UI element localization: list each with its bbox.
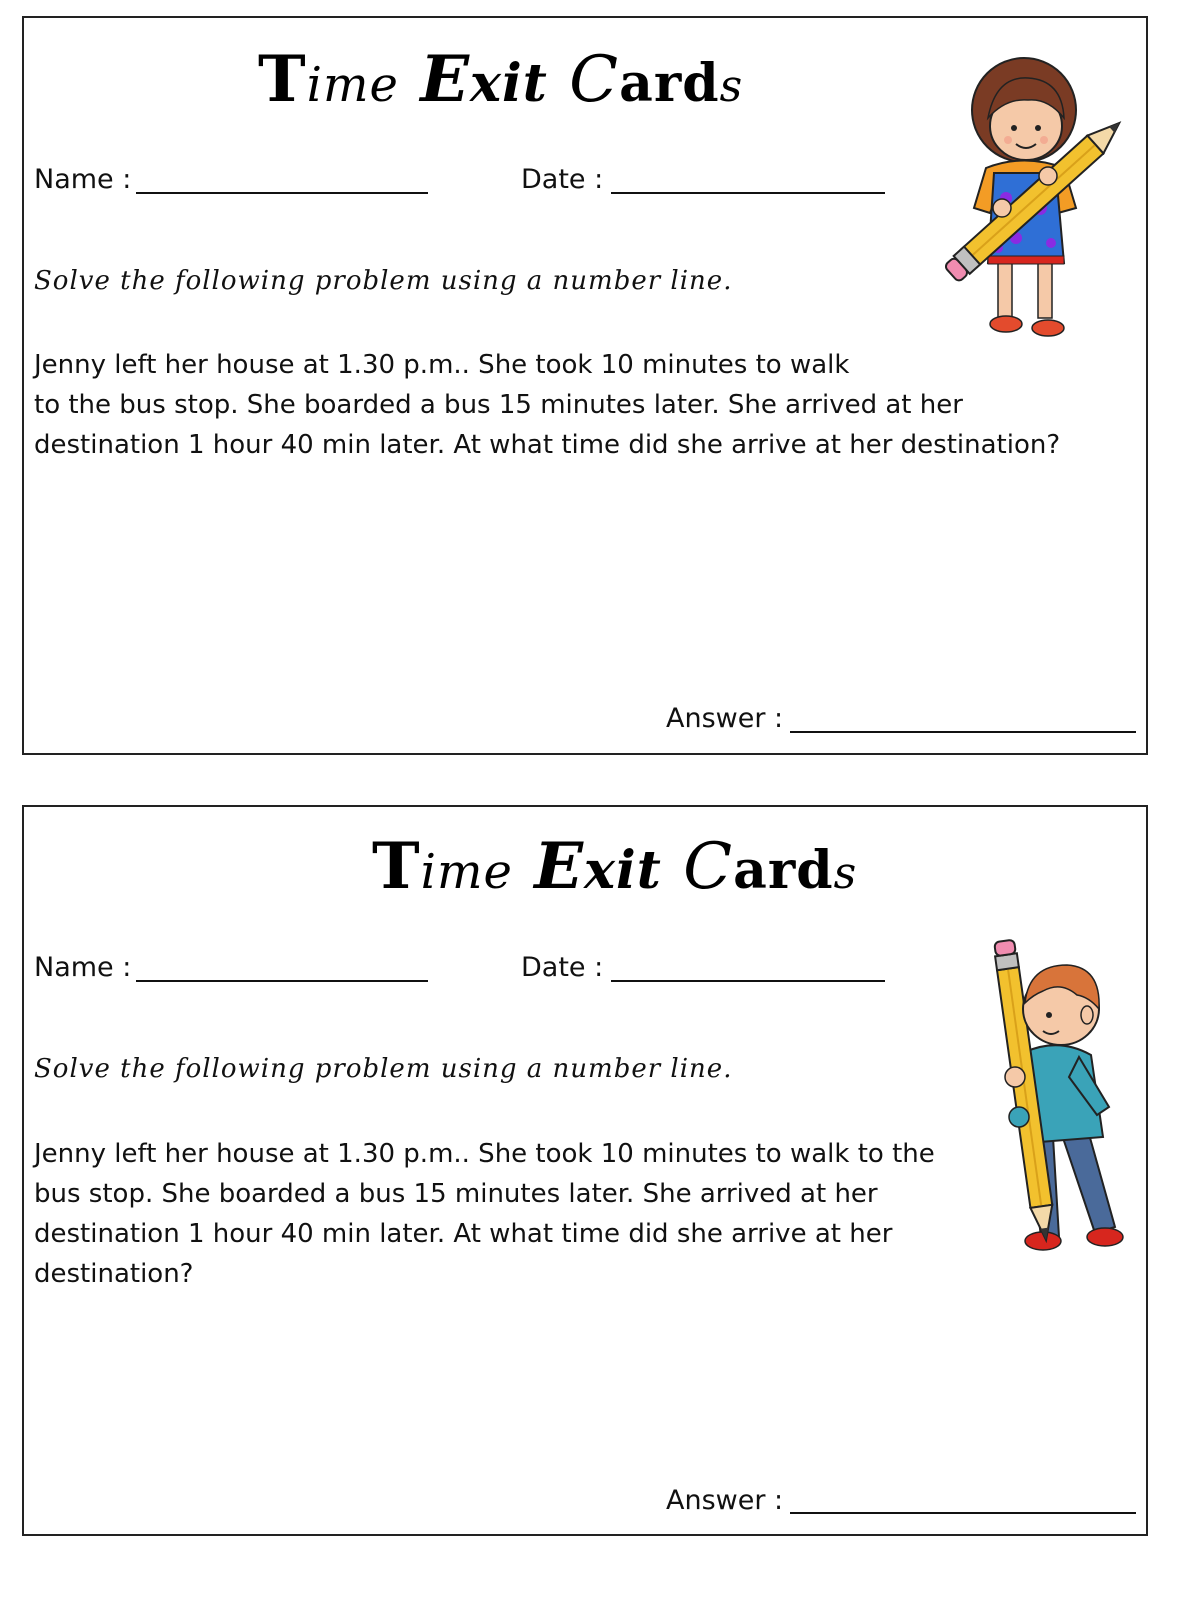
title-letter: C xyxy=(683,830,734,904)
date-label: Date : xyxy=(521,164,604,195)
title-fragment: ime xyxy=(420,844,513,900)
title-fragment: ime xyxy=(306,57,399,113)
title-fragment: xit xyxy=(470,53,548,114)
instruction-text: Solve the following problem using a number line. xyxy=(34,266,733,296)
problem-line: destination 1 hour 40 min later. At what time did she arrive at her destination? xyxy=(34,430,1061,460)
title-fragment: ard xyxy=(733,840,834,901)
problem-line: bus stop. She boarded a bus 15 minutes later. She arrived at her xyxy=(34,1179,878,1209)
title-letter: E xyxy=(420,42,471,117)
name-label: Name : xyxy=(34,164,132,195)
girl-with-pencil-illustration xyxy=(936,48,1136,348)
problem-line: Jenny left her house at 1.30 p.m.. She took 10 minutes to walk to the xyxy=(34,1139,935,1169)
card-title xyxy=(258,42,744,117)
name-field[interactable] xyxy=(136,192,428,194)
title-letter: C xyxy=(569,43,620,117)
problem-text xyxy=(34,345,1124,465)
answer-field[interactable] xyxy=(790,731,1136,733)
title-letter: T xyxy=(258,42,307,117)
problem-line: Jenny left her house at 1.30 p.m.. She took 10 minutes to walk xyxy=(34,350,850,380)
title-fragment: ard xyxy=(619,53,720,114)
exit-card-1 xyxy=(22,16,1148,755)
problem-line: destination 1 hour 40 min later. At what time did she arrive at her xyxy=(34,1219,893,1249)
name-field[interactable] xyxy=(136,980,428,982)
exit-card-2 xyxy=(22,805,1148,1536)
boy-with-pencil-illustration xyxy=(969,937,1129,1267)
answer-label: Answer : xyxy=(666,703,784,734)
date-field[interactable] xyxy=(611,192,885,194)
instruction-text: Solve the following problem using a number line. xyxy=(34,1054,733,1084)
date-label: Date : xyxy=(521,952,604,983)
date-field[interactable] xyxy=(611,980,885,982)
title-letter: E xyxy=(534,829,585,904)
problem-line: destination? xyxy=(34,1259,194,1289)
card-title xyxy=(372,829,858,904)
answer-label: Answer : xyxy=(666,1485,784,1516)
title-fragment: s xyxy=(833,848,858,899)
answer-field[interactable] xyxy=(790,1512,1136,1514)
title-letter: T xyxy=(372,829,421,904)
title-fragment: xit xyxy=(584,840,662,901)
name-label: Name : xyxy=(34,952,132,983)
problem-text xyxy=(34,1134,984,1294)
title-fragment: s xyxy=(719,61,744,112)
problem-line: to the bus stop. She boarded a bus 15 minutes later. She arrived at her xyxy=(34,390,963,420)
